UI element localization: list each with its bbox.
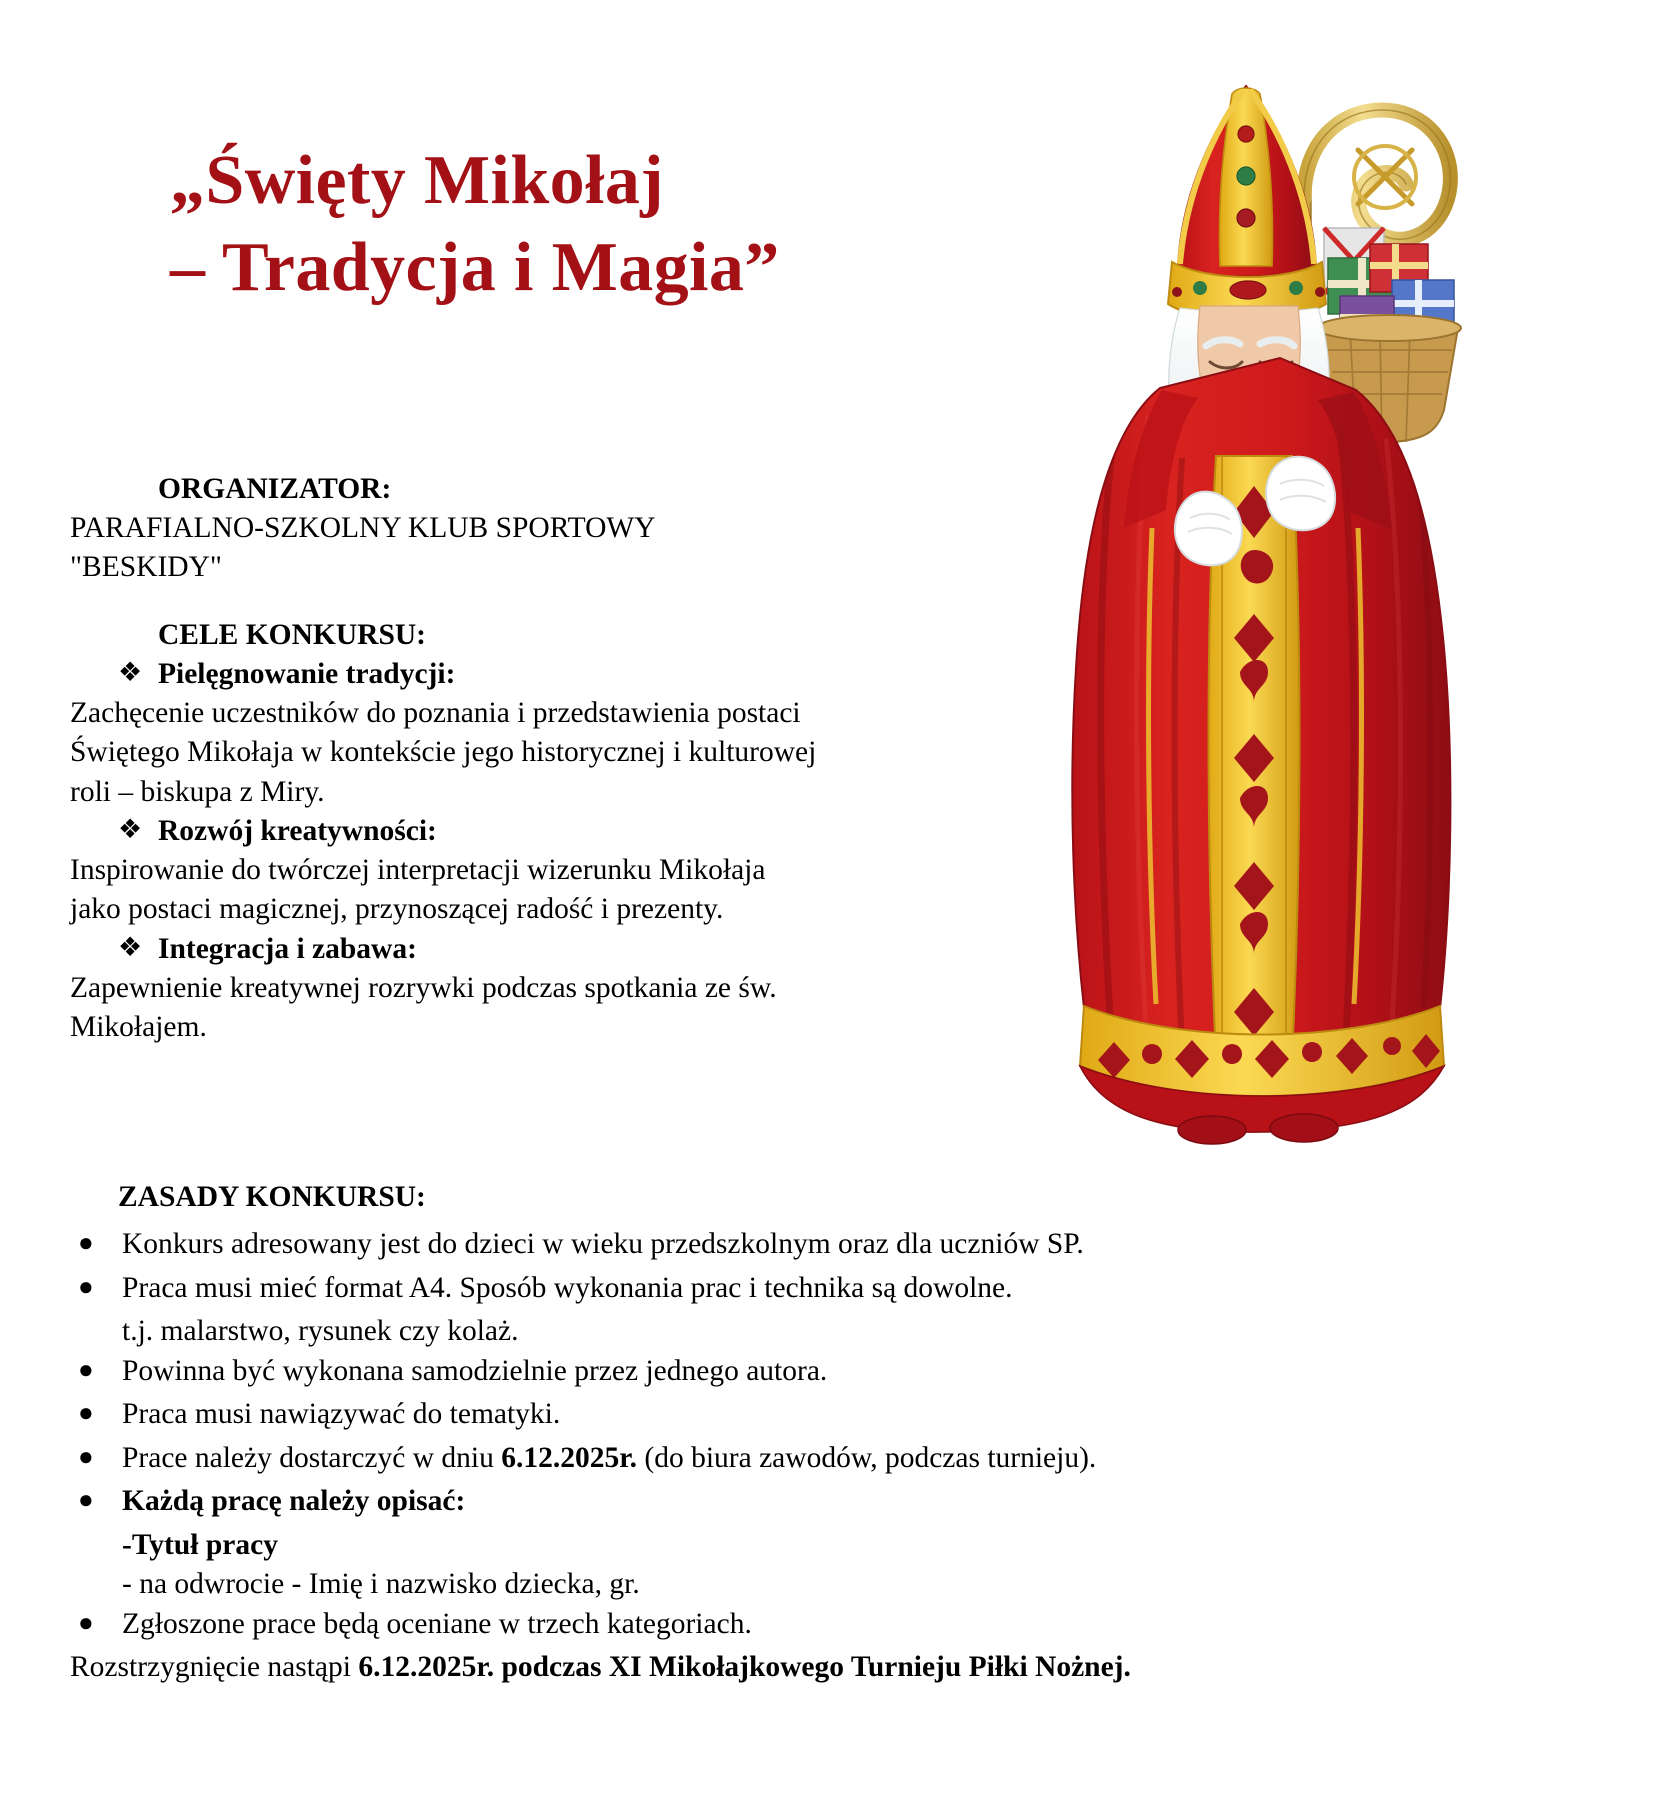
- describe-sub-reverse: - na odwrocie - Imię i nazwisko dziecka, gr.: [122, 1568, 640, 1601]
- rule-item: [70, 1225, 1590, 1265]
- rules-section: [70, 1178, 1590, 1688]
- rule-item: [70, 1269, 1590, 1309]
- closing-prefix: Rozstrzygnięcie nastąpi: [70, 1651, 359, 1684]
- goal-body-line: Zachęcenie uczestników do poznania i przedstawienia postaci: [70, 697, 801, 730]
- bishop-mitre-icon: [1168, 86, 1326, 321]
- goal-body-line: Inspirowanie do twórczej interpretacji wizerunku Mikołaja: [70, 854, 766, 887]
- goal-item: [70, 812, 950, 851]
- goal-item: [70, 655, 950, 694]
- saint-nicholas-svg: [1040, 58, 1500, 1188]
- goals-heading: CELE KONKURSU:: [158, 618, 426, 651]
- rule-text: Zgłoszone prace będą oceniane w trzech kategoriach.: [122, 1607, 752, 1640]
- organizer-heading: ORGANIZATOR:: [158, 473, 392, 505]
- disc-bullet-icon: ●: [78, 1228, 94, 1258]
- disc-bullet-icon: ●: [78, 1441, 94, 1471]
- saint-nicholas-illustration: [1040, 58, 1500, 1188]
- goal-item: [70, 930, 950, 969]
- closing-bold: 6.12.2025r. podczas XI Mikołajkowego Turnieju Piłki Nożnej.: [358, 1651, 1131, 1684]
- describe-sub-title: -Tytuł pracy: [122, 1528, 278, 1561]
- delivery-suffix: (do biura zawodów, podczas turnieju).: [637, 1441, 1097, 1474]
- delivery-prefix: Prace należy dostarczyć w dniu: [122, 1441, 502, 1474]
- disc-bullet-icon: ●: [78, 1485, 94, 1515]
- disc-bullet-icon: ●: [78, 1607, 94, 1637]
- title-line-2: – Tradycja i Magia”: [170, 229, 780, 307]
- goal-body-line: jako postaci magicznej, przynoszącej radość i prezenty.: [70, 893, 724, 926]
- rule-continuation: t.j. malarstwo, rysunek czy kolaż.: [122, 1315, 519, 1348]
- fleuron-bullet-icon: ❖: [118, 656, 143, 687]
- rule-text: Praca musi mieć format A4. Sposób wykonania prac i technika są dowolne.: [122, 1271, 1013, 1304]
- rule-item: [70, 1395, 1590, 1435]
- disc-bullet-icon: ●: [78, 1398, 94, 1428]
- title-line-1: „Święty Mikołaj: [170, 142, 665, 219]
- goal-label: Rozwój kreatywności:: [158, 814, 437, 847]
- goal-body-line: roli – biskupa z Miry.: [70, 775, 325, 808]
- fleuron-bullet-icon: ❖: [118, 813, 143, 844]
- rule-item-describe: [70, 1482, 1590, 1522]
- goal-body-line: Świętego Mikołaja w kontekście jego historycznej i kulturowej: [70, 736, 817, 769]
- left-text-column: [70, 470, 950, 1047]
- rules-heading: ZASADY KONKURSU:: [118, 1181, 426, 1213]
- bishop-robe: [1072, 358, 1450, 1132]
- rule-item: [70, 1352, 1590, 1392]
- fleuron-bullet-icon: ❖: [118, 931, 143, 962]
- page-title: [170, 138, 970, 311]
- rule-item: [70, 1605, 1590, 1645]
- delivery-date: 6.12.2025r.: [501, 1441, 638, 1474]
- rule-text: Powinna być wykonana samodzielnie przez jednego autora.: [122, 1354, 828, 1387]
- closing-statement: [70, 1648, 1590, 1688]
- goal-body-line: Mikołajem.: [70, 1011, 207, 1044]
- rule-text: Praca musi nawiązywać do tematyki.: [122, 1398, 561, 1431]
- describe-label: Każdą pracę należy opisać:: [122, 1485, 466, 1518]
- disc-bullet-icon: ●: [78, 1271, 94, 1301]
- spacer: [70, 588, 950, 616]
- rule-item-delivery: [70, 1439, 1590, 1479]
- goal-label: Integracja i zabawa:: [158, 932, 417, 965]
- organizer-line-2: "BESKIDY": [70, 551, 222, 584]
- goal-body-line: Zapewnienie kreatywnej rozrywki podczas spotkania ze św.: [70, 971, 777, 1004]
- organizer-line-1: PARAFIALNO-SZKOLNY KLUB SPORTOWY: [70, 512, 656, 545]
- goal-label: Pielęgnowanie tradycji:: [158, 657, 456, 690]
- rule-text: Konkurs adresowany jest do dzieci w wieku przedszkolnym oraz dla uczniów SP.: [122, 1228, 1084, 1261]
- disc-bullet-icon: ●: [78, 1354, 94, 1384]
